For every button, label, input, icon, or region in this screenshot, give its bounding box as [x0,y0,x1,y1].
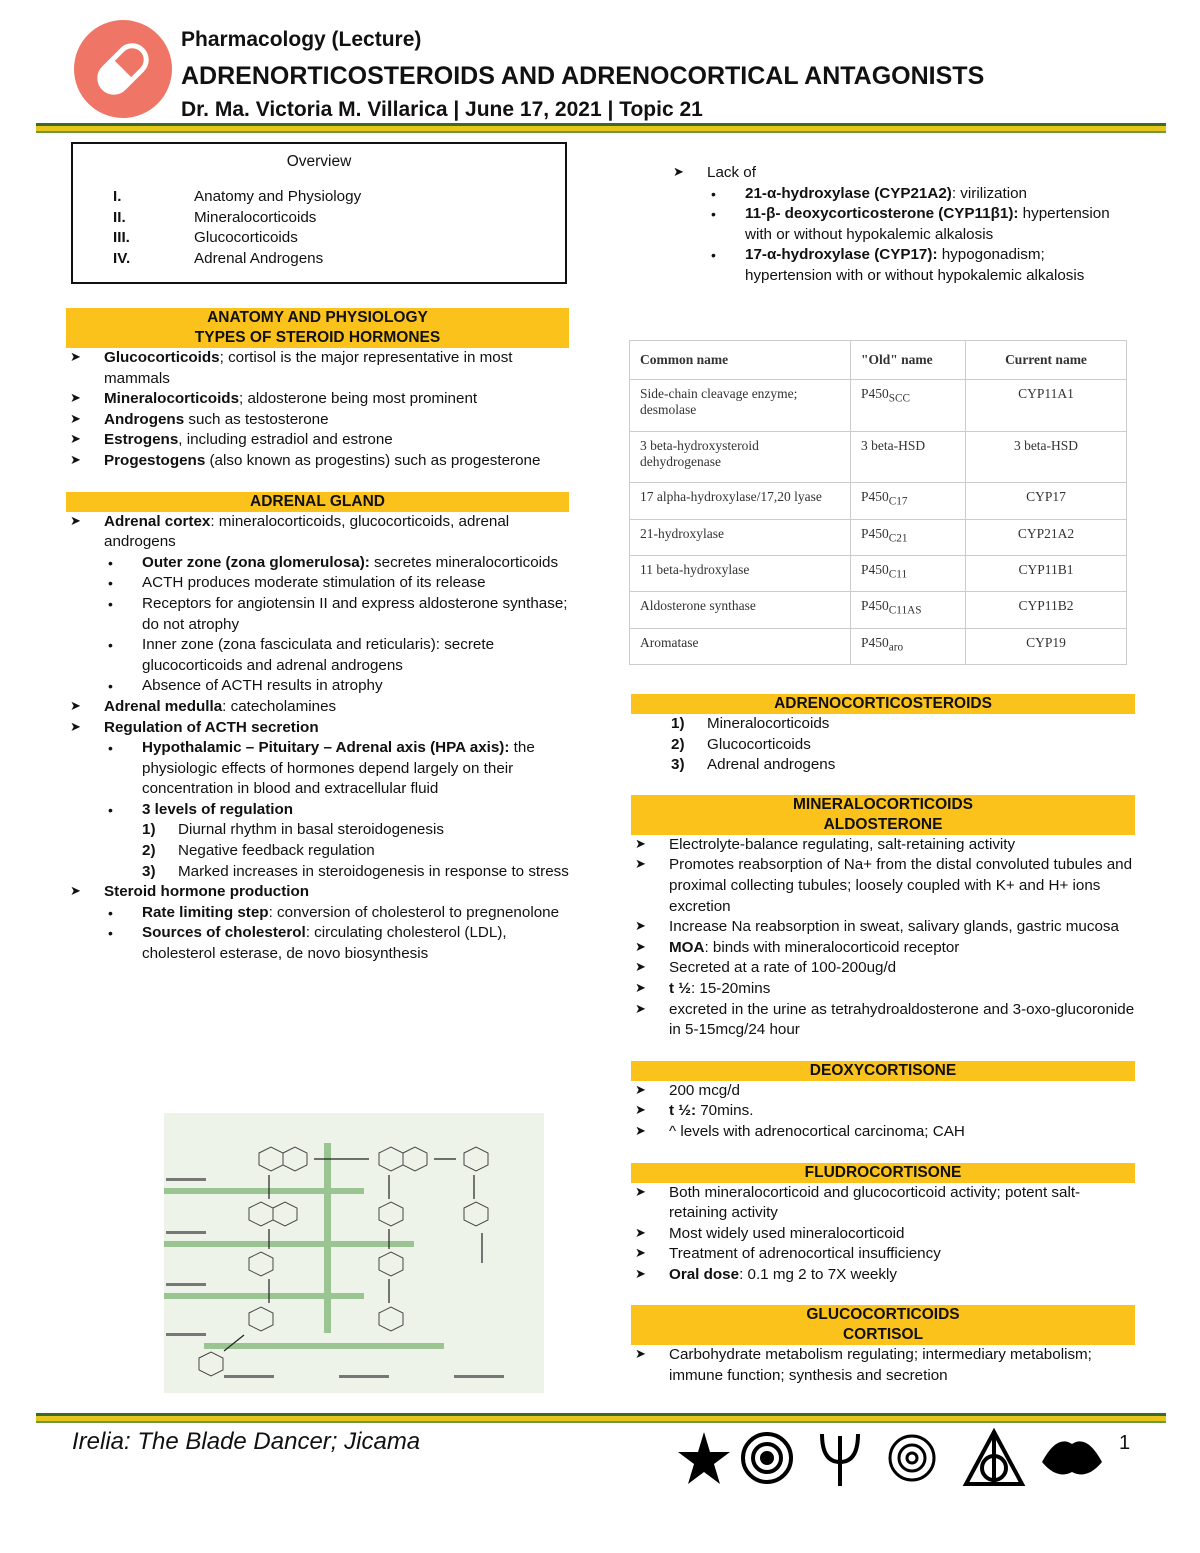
spiral-sun-icon [890,1436,934,1480]
list-item: • Absence of ACTH results in atrophy [104,676,569,697]
deoxycortisone-list [631,1081,1135,1143]
cell-old-name: $P450_{SCC}$ [851,380,966,432]
list-item: ➤ Increase Na reabsorption in sweat, salivary glands, gastric mucosa [631,917,1135,938]
deathly-hallows-icon [966,1432,1022,1484]
section-band-adrenal-gland: ADRENAL GLAND [66,492,569,512]
section-band-cortisol: CORTISOL [631,1325,1135,1345]
list-item: • Sources of cholesterol: circulating cholesterol (LDL), cholesterol esterase, de novo biosynthesis [104,923,569,964]
table-row [630,431,1127,483]
list-item: • Outer zone (zona glomerulosa): secretes mineralocorticoids [104,553,569,574]
table-row [630,483,1127,519]
list-item: ➤ Promotes reabsorption of Na+ from the distal convoluted tubules and proximal collecting tubules; loosely coupled with K+ and H+ ions excretion [631,855,1135,917]
section-band-steroid-types: TYPES OF STEROID HORMONES [66,328,569,348]
list-item: • 21-α-hydroxylase (CYP21A2): virilization [707,184,1134,205]
table-row [630,380,1127,432]
list-item: ➤ Estrogens, including estradiol and estrone [66,430,569,451]
list-item: 1) Mineralocorticoids [671,715,830,732]
overview-box [71,142,567,284]
table-row [630,592,1127,628]
section-band-aldosterone: ALDOSTERONE [631,815,1135,835]
numbered-list [142,820,569,882]
cell-current-name: CYP17 [966,483,1127,519]
item-number: I. [113,188,122,205]
item-number: III. [113,229,130,246]
column-header: Common name [630,341,851,380]
enzyme-name-table [629,340,1127,665]
list-item: 2) Glucocorticoids [671,735,811,753]
list-item: • Receptors for angiotensin II and express aldosterone synthase; do not atrophy [104,594,569,635]
list-item: • Hypothalamic – Pituitary – Adrenal axis (HPA axis): the physiologic effects of hormones depend largely on their concentration in blood and extracellular fluid [104,738,569,800]
adrenal-list [66,512,569,965]
cell-old-name: $P450_{C11AS}$ [851,592,966,628]
item-label: Anatomy and Physiology [194,188,362,205]
list-item: ➤ ^ levels with adrenocortical carcinoma; CAH [631,1122,1135,1143]
list-item: • Inner zone (zona fasciculata and reticularis): secrete glucocorticoids and adrenal androgens [104,635,569,676]
table-header-row [630,341,1127,380]
footer-author: Irelia: The Blade Dancer; Jicama [72,1428,421,1455]
list-item [113,208,361,229]
sub-list [104,738,569,882]
trident-icon [822,1434,858,1486]
list-item: • 17-α-hydroxylase (CYP17): hypogonadism; hypertension with or without hypokalemic alkalosis [707,245,1134,286]
list-item: ➤ Lack of • 21-α-hydroxylase (CYP21A2): virilization • 11-β- deoxycorticosterone (CYP11β1): hypertension with or without hypokalemic alkalosis • 17-α-hydroxylase (CYP17): hypogonadism; hypertension with or without hypokalemic alkalosis [669,163,1134,287]
course-title: Pharmacology (Lecture) [181,28,422,51]
cell-common-name: 17 alpha-hydroxylase/17,20 lyase [630,483,851,519]
item-number: IV. [113,249,131,267]
list-item: ➤ excreted in the urine as tetrahydroaldosterone and 3-oxo-glucoronide in 5-15mcg/24 hour [631,1000,1135,1041]
cell-common-name: 21-hydroxylase [630,519,851,555]
section-band-fludrocortisone: FLUDROCORTISONE [631,1163,1135,1183]
column-header: Current name [966,341,1127,380]
cell-common-name: 11 beta-hydroxylase [630,555,851,591]
list-item: • 3 levels of regulation 1) Diurnal rhythm in basal steroidogenesis 2) Negative feedback regulation 3) Marked increases in steroidogenesis in response to stress [104,800,569,882]
list-item: ➤ Glucocorticoids; cortisol is the major representative in most mammals [66,348,569,389]
list-item: 3) Marked increases in steroidogenesis in response to stress [142,862,569,880]
cell-common-name: 3 beta-hydroxysteroid dehydrogenase [630,431,851,483]
cell-old-name: $P450_{C11}$ [851,555,966,591]
list-item: ➤ Most widely used mineralocorticoid [631,1224,1135,1245]
item-label: Glucocorticoids [194,229,298,246]
overview-title: Overview [286,153,352,170]
list-item: ➤ Oral dose: 0.1 mg 2 to 7X weekly [631,1265,1135,1286]
lack-of-section [669,163,1134,287]
cell-current-name: 3 beta-HSD [966,431,1127,483]
list-item: • ACTH produces moderate stimulation of its release [104,573,569,594]
cortisol-list [631,1345,1135,1386]
cell-current-name: CYP11B1 [966,555,1127,591]
sub-list [104,903,569,965]
list-item: • 11-β- deoxycorticosterone (CYP11β1): hypertension with or without hypokalemic alkalosis [707,204,1134,245]
page-title: ADRENORTICOSTEROIDS AND ADRENOCORTICAL ANTAGONISTS [181,62,985,90]
section-band-adrenocorticosteroids: ADRENOCORTICOSTEROIDS [631,694,1135,714]
list-item: ➤ Progestogens (also known as progestins) such as progesterone [66,451,569,472]
list-item: 3) Adrenal androgens [671,756,836,774]
list-item: ➤ Secreted at a rate of 100-200ug/d [631,958,1135,979]
page-subtitle: Dr. Ma. Victoria M. Villarica | June 17, 2021 | Topic 21 [181,98,703,121]
list-item: ➤ MOA: binds with mineralocorticoid receptor [631,938,1135,959]
cell-old-name: 3 beta-HSD [851,431,966,483]
star-icon [678,1432,730,1484]
list-item: ➤ Treatment of adrenocortical insufficiency [631,1244,1135,1265]
cell-common-name: Aromatase [630,628,851,664]
list-item: ➤ t ½: 15-20mins [631,979,1135,1000]
column-header: "Old" name [851,341,966,380]
adrenocorticosteroids-list [671,714,1135,776]
section-band-deoxycortisone: DEOXYCORTISONE [631,1061,1135,1081]
footer-symbols [672,1422,1112,1494]
list-item: ➤ Both mineralocorticoid and glucocorticoid activity; potent salt-retaining activity [631,1183,1135,1224]
crown-icon [1042,1441,1102,1474]
list-item: ➤ Carbohydrate metabolism regulating; intermediary metabolism; immune function; synthesis and secretion [631,1345,1135,1386]
section-band-mineralocorticoids: MINERALOCORTICOIDS [631,795,1135,815]
aldosterone-list [631,835,1135,1041]
cell-old-name: $P450_{C17}$ [851,483,966,519]
sub-list [104,553,569,697]
cell-old-name: $P450_{aro}$ [851,628,966,664]
overview-list [113,187,361,269]
section-band-anatomy: ANATOMY AND PHYSIOLOGY [66,308,569,328]
list-item: • Rate limiting step: conversion of cholesterol to pregnenolone [104,903,569,924]
list-item: ➤ t ½: 70mins. [631,1101,1135,1122]
cell-current-name: CYP19 [966,628,1127,664]
section-band-glucocorticoids: GLUCOCORTICOIDS [631,1305,1135,1325]
cell-common-name: Aldosterone synthase [630,592,851,628]
list-item: ➤ Adrenal cortex: mineralocorticoids, glucocorticoids, adrenal androgens • Outer zone (zona glomerulosa): secretes mineralocorticoids • ACTH produces moderate stimulation of its release • Receptors for angiotensin II and express aldosterone synthase; do not atrophy • Inner zone (zona fasciculata and reticularis): secrete glucocorticoids and adrenal androgens • Absence of ACTH results in atrophy [66,512,569,697]
list-item: ➤ Electrolyte-balance regulating, salt-retaining activity [631,835,1135,856]
list-item: ➤ Regulation of ACTH secretion • Hypothalamic – Pituitary – Adrenal axis (HPA axis): the physiologic effects of hormones depend largely on their concentration in blood and extracellular fluid • 3 levels of regulation 1) Diurnal rhythm in basal steroidogenesis 2) Negative feedback regulation 3) Marked increases in steroidogenesis in response to stress [66,718,569,883]
pill-logo [74,20,172,118]
table-row [630,628,1127,664]
list-item: 2) Negative feedback regulation [142,842,375,860]
item-number: II. [113,208,126,226]
right-column [631,694,1135,1387]
list-item [113,187,361,208]
list-item [113,249,361,270]
list-item: ➤ Mineralocorticoids; aldosterone being most prominent [66,389,569,410]
page-number: 1 [1119,1432,1131,1454]
lack-of-list [669,163,1134,287]
wheel-icon [743,1434,791,1482]
steroidogenesis-pathway-figure [164,1113,544,1393]
table-row [630,519,1127,555]
cell-current-name: CYP11B2 [966,592,1127,628]
list-item: ➤ Androgens such as testosterone [66,410,569,431]
fludrocortisone-list [631,1183,1135,1286]
list-item: 1) Diurnal rhythm in basal steroidogenesis [142,821,444,839]
list-item: ➤ 200 mcg/d [631,1081,1135,1102]
header-divider [36,123,1166,133]
sub-list [707,184,1134,287]
list-item: ➤ Steroid hormone production • Rate limiting step: conversion of cholesterol to pregnenolone • Sources of cholesterol: circulating cholesterol (LDL), cholesterol esterase, de novo biosynthesis [66,882,569,964]
list-item [113,228,361,249]
table-row [630,555,1127,591]
list-item: ➤ Adrenal medulla: catecholamines [66,697,569,718]
cell-common-name: Side-chain cleavage enzyme; desmolase [630,380,851,432]
steroid-types-list [66,348,569,472]
cell-old-name: $P450_{C21}$ [851,519,966,555]
left-column [66,308,569,965]
cell-current-name: CYP21A2 [966,519,1127,555]
cell-current-name: CYP11A1 [966,380,1127,432]
item-label: Adrenal Androgens [194,249,324,267]
item-label: Mineralocorticoids [194,208,317,226]
